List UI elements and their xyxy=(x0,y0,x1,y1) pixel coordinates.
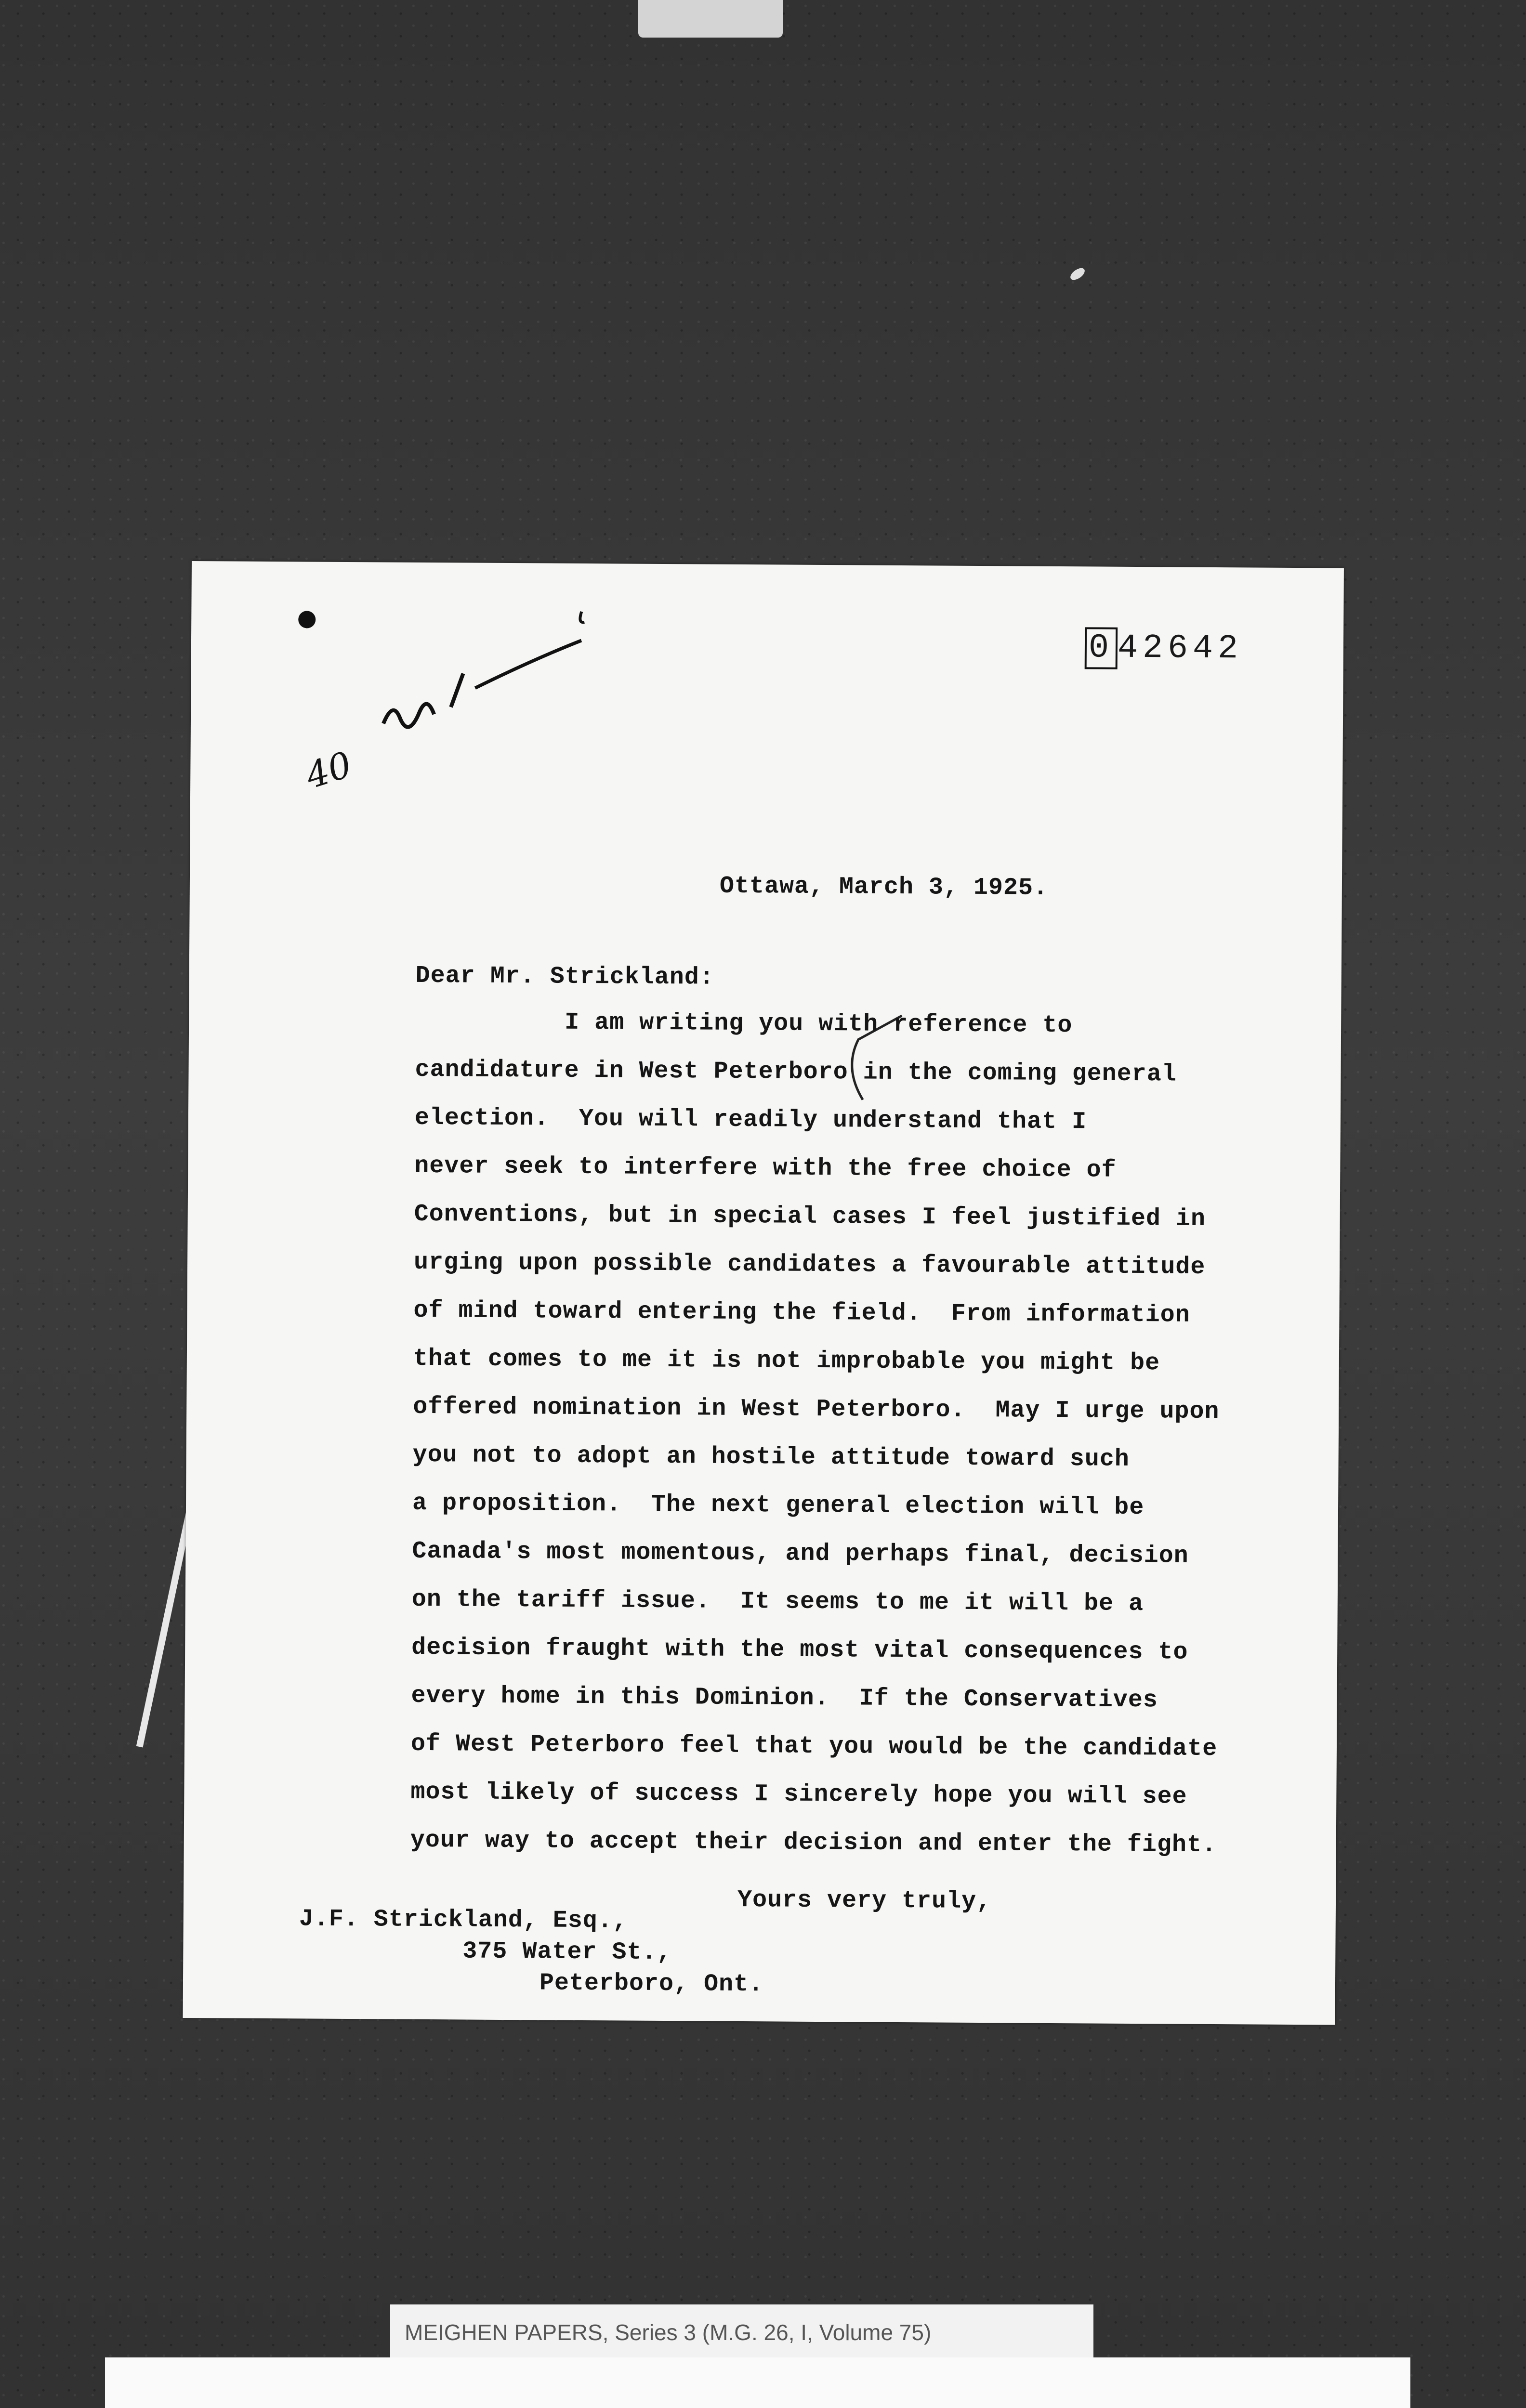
body-line: Conventions, but in special cases I feel justified in xyxy=(414,1200,1206,1233)
body-line: of West Peterboro feel that you would be the candidate xyxy=(410,1730,1218,1763)
body-line: a proposition. The next general election will be xyxy=(412,1489,1144,1522)
mount-tab xyxy=(638,0,783,38)
address-name: J.F. Strickland, Esq., xyxy=(299,1905,628,1935)
address-city: Peterboro, Ont. xyxy=(539,1969,764,1999)
body-line: decision fraught with the most vital consequences to xyxy=(411,1634,1188,1666)
body-line: you not to adopt an hostile attitude toward such xyxy=(412,1441,1130,1473)
body-line: your way to accept their decision and enter the fight. xyxy=(410,1826,1217,1859)
body-line: urging upon possible candidates a favourable attitude xyxy=(413,1248,1206,1281)
body-line: that comes to me it is not improbable you might be xyxy=(413,1345,1160,1377)
letter-date: Ottawa, March 3, 1925. xyxy=(719,872,1049,902)
archives-plate xyxy=(105,2357,1410,2408)
body-line: offered nomination in West Peterboro. May I urge upon xyxy=(413,1393,1220,1426)
closing: Yours very truly, xyxy=(737,1886,992,1916)
body-line: never seek to interfere with the free choice of xyxy=(414,1152,1117,1184)
ink-blot xyxy=(298,611,316,628)
body-line: I am writing you with reference to xyxy=(564,1008,1073,1040)
scribble-stroke-4 xyxy=(580,612,584,622)
document-number xyxy=(1085,629,1243,668)
scribble-stroke-3 xyxy=(475,640,581,689)
salutation: Dear Mr. Strickland: xyxy=(415,962,715,992)
collection-reference-label: MEIGHEN PAPERS, Series 3 (M.G. 26, I, Volume 75) xyxy=(390,2304,1093,2360)
body-line: most likely of success I sincerely hope you will see xyxy=(410,1778,1187,1811)
body-line: every home in this Dominion. If the Conservatives xyxy=(411,1682,1158,1714)
body-line: of mind toward entering the field. From information xyxy=(413,1296,1190,1329)
dust-speck xyxy=(1068,266,1087,282)
body-line: candidature in West Peterboro in the coming general xyxy=(415,1056,1177,1088)
body-line: election. You will readily understand that I xyxy=(414,1104,1087,1136)
address-street: 375 Water St., xyxy=(462,1937,672,1967)
document-number-first-digit: 0 xyxy=(1085,627,1118,669)
letter-page xyxy=(183,561,1344,2025)
scribble-stroke-2 xyxy=(451,673,463,707)
body-line: on the tariff issue. It seems to me it will be a xyxy=(411,1585,1144,1618)
handwritten-number: 40 xyxy=(301,744,357,797)
body-line: Canada's most momentous, and perhaps final, decision xyxy=(412,1537,1189,1570)
scribble-stroke-1 xyxy=(383,704,434,727)
letter-body xyxy=(410,1008,1222,1880)
document-number-rest: 42642 xyxy=(1117,629,1243,668)
